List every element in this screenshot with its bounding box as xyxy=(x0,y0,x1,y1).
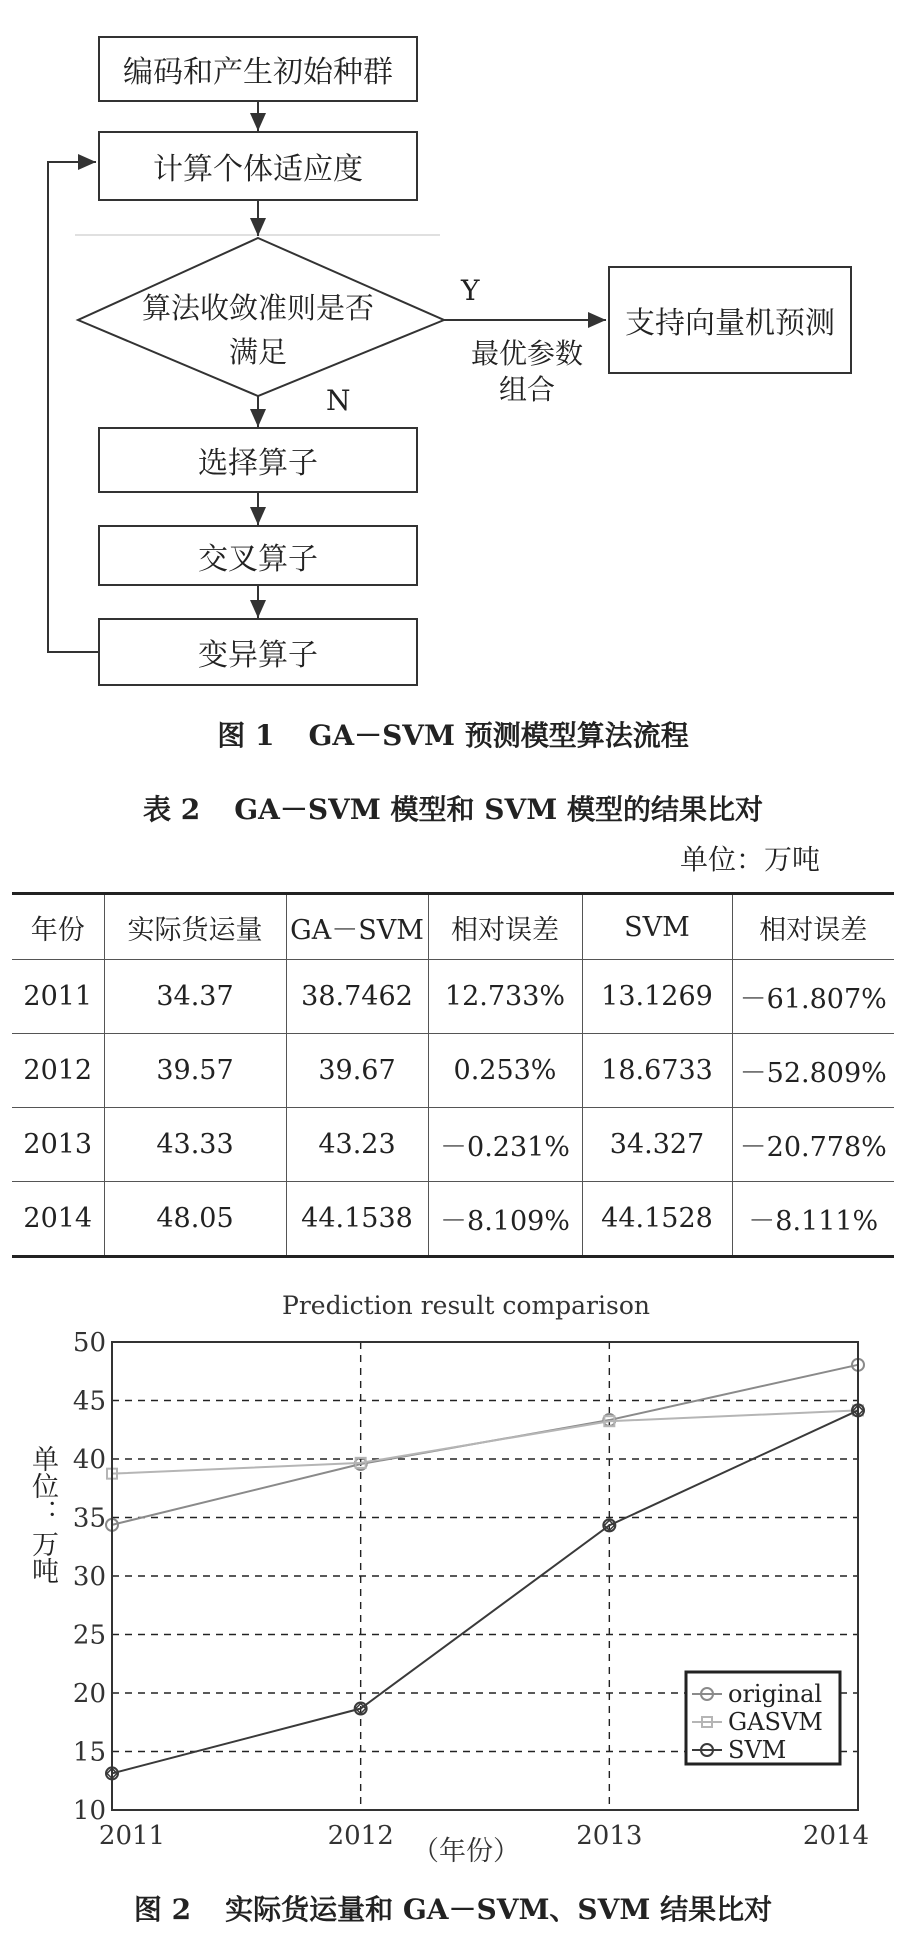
no-label: N xyxy=(326,384,351,417)
decision-line-1: 算法收敛准则是否 xyxy=(141,291,374,325)
cell: 13.1269 xyxy=(582,960,732,1034)
figure2-caption-text: 实际货运量和 GA－SVM、SVM 结果比对 xyxy=(225,1893,773,1926)
x-tick-label: 2013 xyxy=(576,1821,643,1851)
cell: 34.327 xyxy=(582,1108,732,1182)
y-tick-label: 20 xyxy=(72,1679,106,1709)
crossover-operator-box: 交叉算子 xyxy=(98,525,418,586)
cell: －8.111% xyxy=(732,1182,894,1257)
select-operator-box: 选择算子 xyxy=(98,427,418,493)
series-line-original xyxy=(112,1365,858,1525)
init-population-box: 编码和产生初始种群 xyxy=(98,36,418,102)
figure2-caption xyxy=(0,1888,906,1928)
cell: 34.37 xyxy=(104,960,286,1034)
legend-label-svm: SVM xyxy=(728,1736,787,1764)
cell: 43.33 xyxy=(104,1108,286,1182)
y-tick-label: 40 xyxy=(72,1445,106,1475)
header-svm: SVM xyxy=(582,894,732,960)
header-gasvm-error: 相对误差 xyxy=(428,894,582,960)
cell: 44.1538 xyxy=(286,1182,428,1257)
chart-title: Prediction result comparison xyxy=(282,1291,650,1320)
y-tick-label: 45 xyxy=(72,1386,106,1417)
cell: 39.57 xyxy=(104,1034,286,1108)
table-header-row xyxy=(12,894,894,960)
header-actual: 实际货运量 xyxy=(104,894,286,960)
cell: －8.109% xyxy=(428,1182,582,1257)
cell: 12.733% xyxy=(428,960,582,1034)
table2-caption-number: 表 2 xyxy=(143,793,201,826)
legend xyxy=(686,1672,840,1764)
figure1-caption xyxy=(0,714,906,754)
cell: －52.809% xyxy=(732,1034,894,1108)
table-row xyxy=(12,960,894,1034)
series-line-gasvm xyxy=(112,1410,858,1473)
figure2-caption-number: 图 2 xyxy=(133,1893,192,1926)
x-tick-label: 2011 xyxy=(98,1821,166,1851)
cell: 48.05 xyxy=(104,1182,286,1257)
figure1-caption-number: 图 1 xyxy=(217,719,275,752)
svm-predict-box: 支持向量机预测 xyxy=(608,266,852,374)
cell: 2011 xyxy=(23,981,93,1012)
cell: 0.253% xyxy=(428,1034,582,1108)
comparison-line-chart xyxy=(0,1280,906,1880)
y-axis-label-line-1: 单位： xyxy=(27,1445,58,1526)
header-year: 年份 xyxy=(30,914,85,946)
results-table xyxy=(12,892,894,1258)
x-tick-label: 2012 xyxy=(327,1821,394,1851)
x-tick-label: 2014 xyxy=(802,1821,870,1851)
y-tick-label: 25 xyxy=(72,1620,106,1651)
table2-unit: 单位：万吨 xyxy=(680,843,821,876)
y-axis-label xyxy=(24,1445,60,1584)
y-tick-label: 15 xyxy=(72,1737,106,1768)
y-tick-label: 35 xyxy=(72,1503,106,1534)
header-gasvm: GA－SVM xyxy=(286,894,428,960)
decision-text xyxy=(118,286,398,374)
x-axis-label: （年份） xyxy=(412,1836,520,1867)
mutation-operator-box: 变异算子 xyxy=(98,618,418,686)
header-svm-error: 相对误差 xyxy=(732,894,894,960)
yes-label: Y xyxy=(461,274,480,307)
cell: 2012 xyxy=(23,1055,93,1086)
decision-line-2: 满足 xyxy=(228,335,287,369)
table-row xyxy=(12,1108,894,1182)
table-row xyxy=(12,1182,894,1257)
table-row xyxy=(12,1034,894,1108)
edge-label-line-2: 组合 xyxy=(498,373,555,406)
legend-label-original: original xyxy=(728,1680,823,1708)
edge-label xyxy=(462,336,592,408)
cell: 38.7462 xyxy=(286,960,428,1034)
cell: 44.1528 xyxy=(582,1182,732,1257)
y-axis-label-line-2: 万吨 xyxy=(27,1530,58,1584)
y-tick-label: 10 xyxy=(72,1796,106,1826)
cell: 18.6733 xyxy=(582,1034,732,1108)
cell: －20.778% xyxy=(732,1108,894,1182)
y-tick-label: 50 xyxy=(72,1328,106,1358)
cell: －61.807% xyxy=(732,960,894,1034)
table2-caption xyxy=(0,788,906,828)
table2-caption-text: GA－SVM 模型和 SVM 模型的结果比对 xyxy=(234,793,763,826)
cell: 39.67 xyxy=(286,1034,428,1108)
cell: 43.23 xyxy=(286,1108,428,1182)
cell: 2014 xyxy=(23,1203,93,1234)
legend-label-gasvm: GASVM xyxy=(728,1708,823,1736)
cell: －0.231% xyxy=(428,1108,582,1182)
cell: 2013 xyxy=(23,1129,93,1160)
fitness-box: 计算个体适应度 xyxy=(98,131,418,201)
edge-label-line-1: 最优参数 xyxy=(470,337,583,370)
y-tick-label: 30 xyxy=(72,1562,106,1592)
figure1-caption-text: GA－SVM 预测模型算法流程 xyxy=(308,719,689,752)
